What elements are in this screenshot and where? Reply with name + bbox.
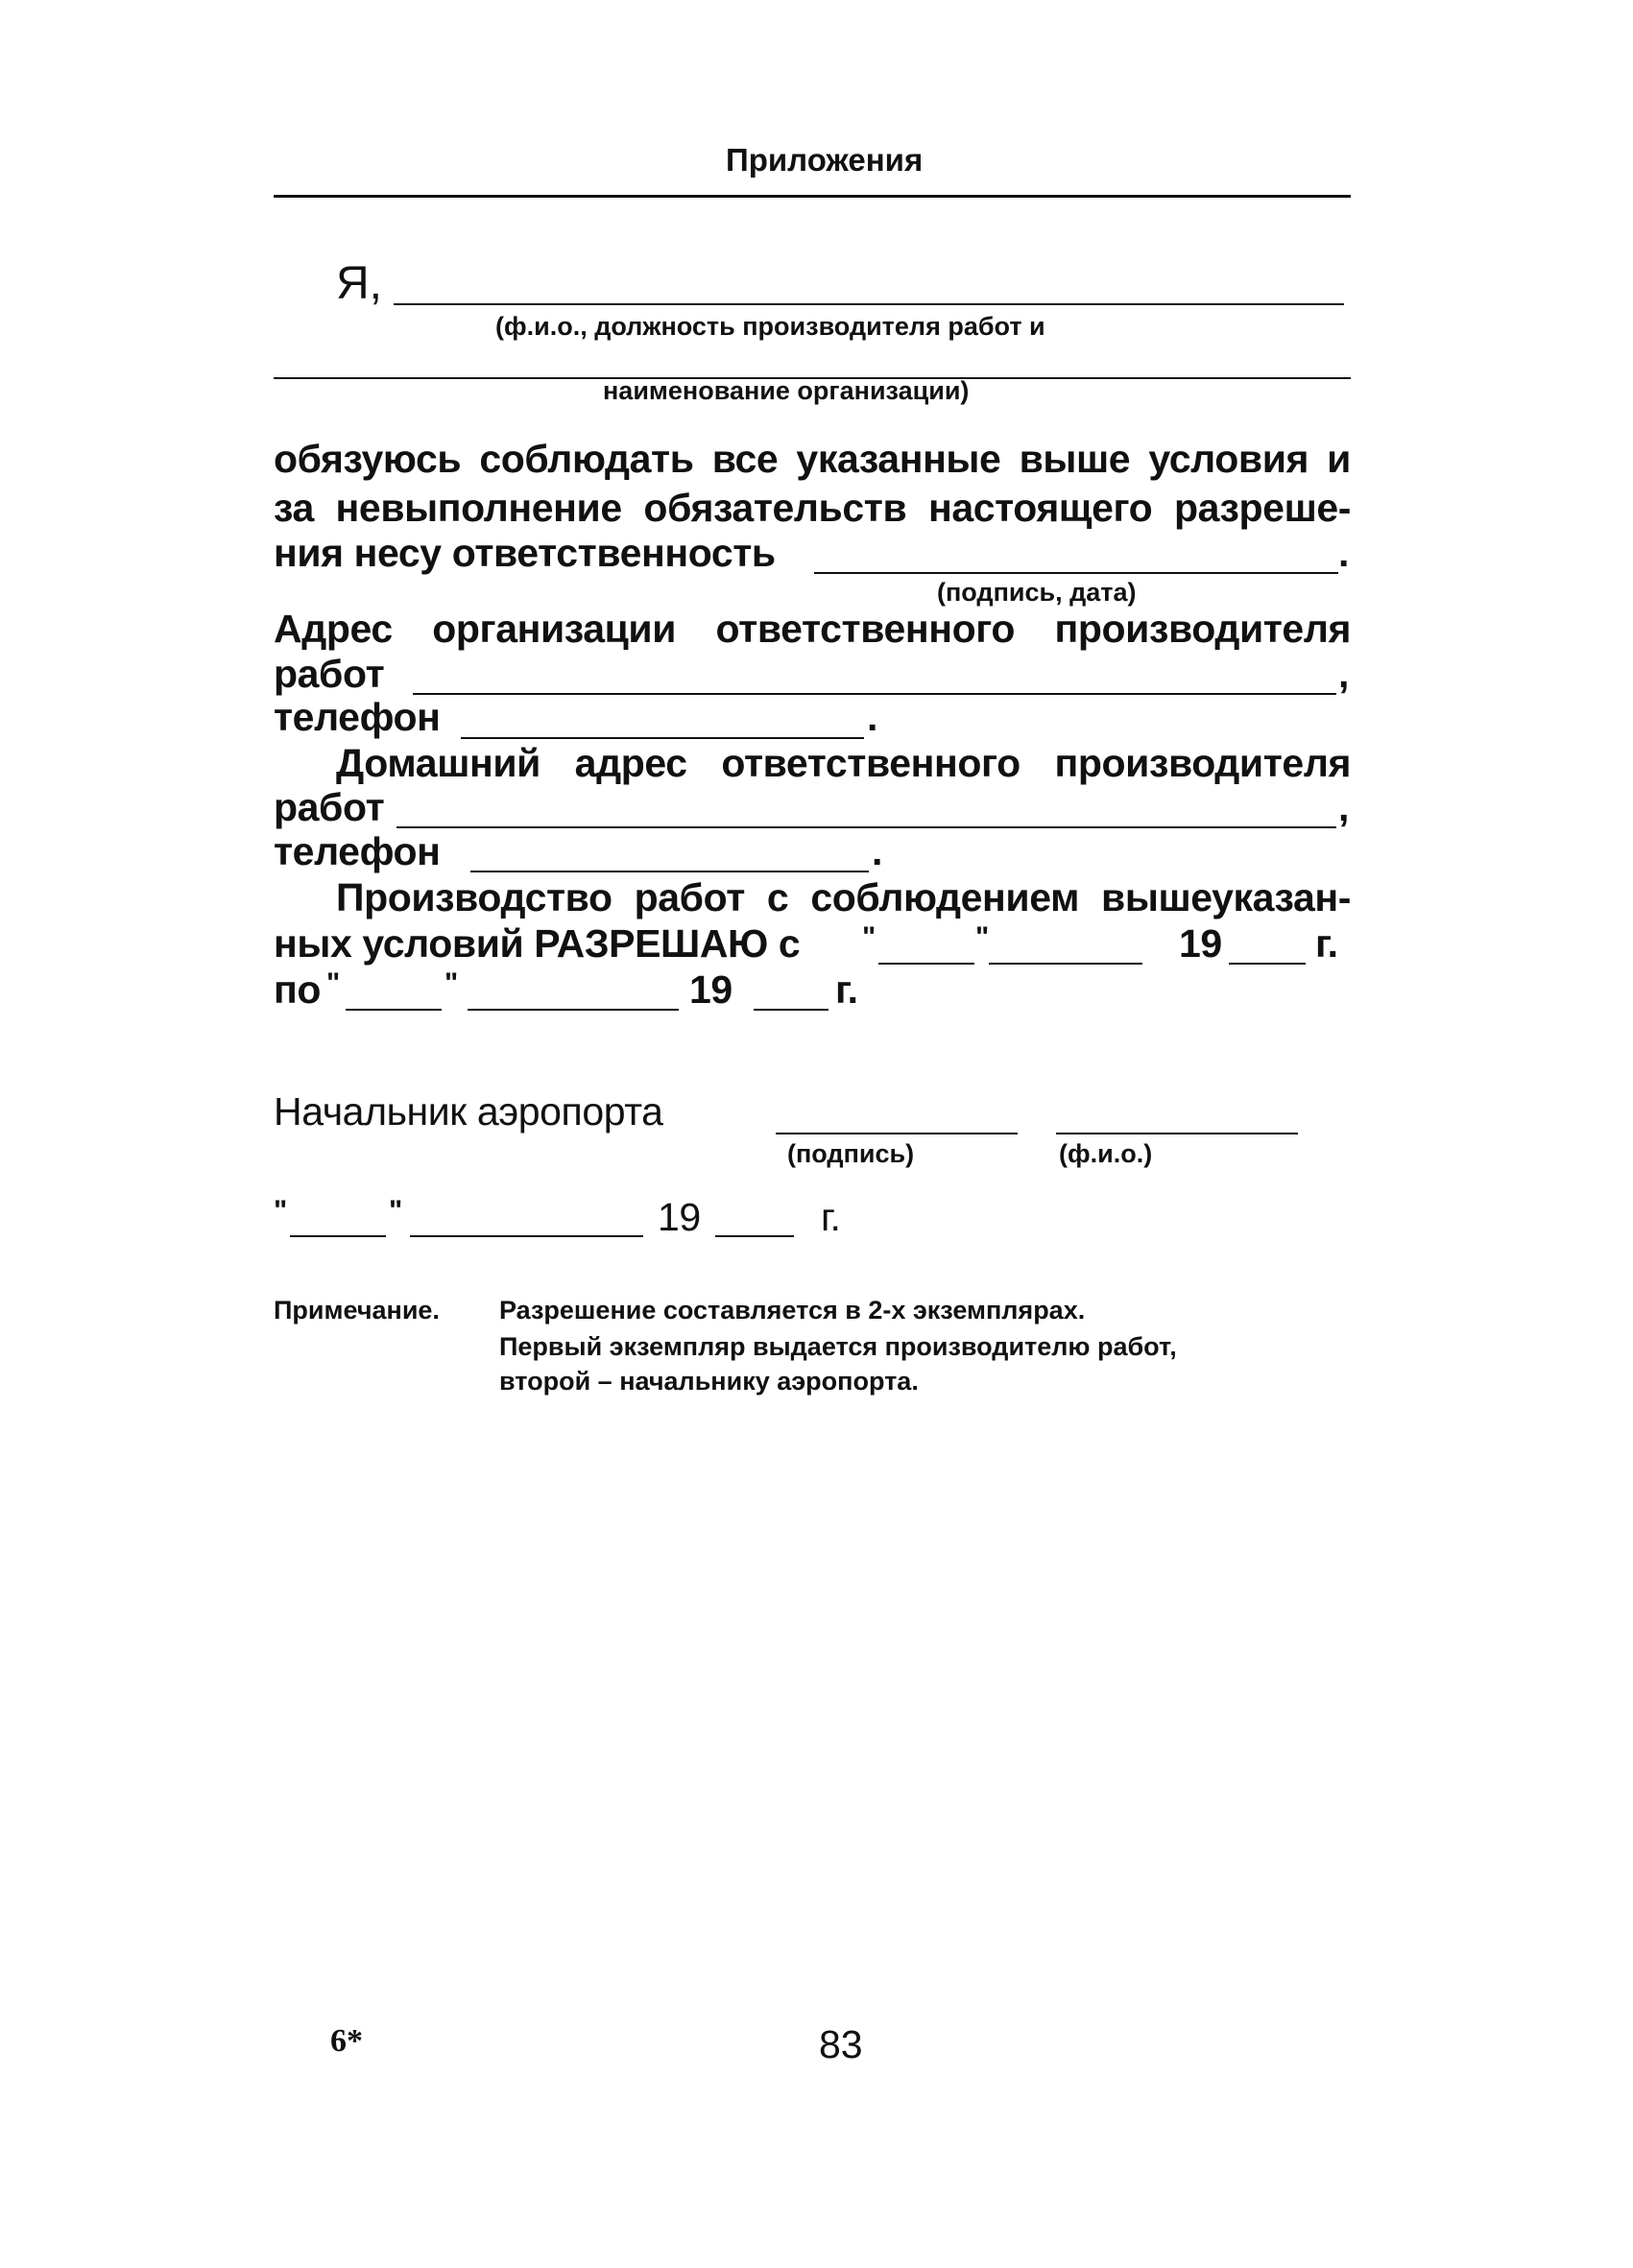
sign-date-year-field[interactable] bbox=[715, 1235, 794, 1237]
organization-field-caption: наименование организации) bbox=[603, 376, 970, 405]
home-address-line-1: Домашний адрес ответственного производителя bbox=[336, 741, 1351, 785]
signature-date-field-line[interactable] bbox=[814, 572, 1338, 574]
obligation-line-2: за невыполнение обязательств настоящего разреше- bbox=[274, 486, 1351, 530]
permit-from-year-g: г. bbox=[1315, 921, 1338, 966]
sign-date-quote-open: " bbox=[274, 1195, 287, 1227]
permit-to-quote-close: " bbox=[444, 967, 458, 999]
sign-date-day-field[interactable] bbox=[290, 1235, 386, 1237]
permit-to-year-field[interactable] bbox=[754, 1009, 829, 1011]
signature-date-caption: (подпись, дата) bbox=[937, 578, 1137, 607]
header-rule bbox=[274, 195, 1351, 198]
org-address-rabot: работ bbox=[274, 652, 385, 696]
home-address-comma: , bbox=[1338, 785, 1349, 829]
note-line-3: второй – начальнику аэропорта. bbox=[499, 1367, 919, 1396]
sign-date-month-field[interactable] bbox=[410, 1235, 643, 1237]
home-address-rabot: работ bbox=[274, 785, 385, 829]
permit-to-month-field[interactable] bbox=[468, 1009, 679, 1011]
sign-date-g: г. bbox=[821, 1195, 841, 1239]
permit-to-year-g: г. bbox=[835, 967, 858, 1012]
org-phone-label: телефон bbox=[274, 695, 441, 739]
ya-label: Я, bbox=[336, 258, 382, 309]
home-phone-dot: . bbox=[872, 829, 882, 873]
note-label: Примечание. bbox=[274, 1296, 440, 1325]
obligation-line-1: обязуюсь соблюдать все указанные выше условия и bbox=[274, 437, 1351, 481]
airport-head-signature-caption: (подпись) bbox=[787, 1139, 915, 1168]
obligation-line-3-end: . bbox=[1338, 531, 1349, 575]
page-number: 83 bbox=[819, 2022, 863, 2066]
airport-head-title: Начальник аэропорта bbox=[274, 1089, 663, 1134]
permit-from-year-field[interactable] bbox=[1229, 963, 1306, 965]
note-line-2: Первый экземпляр выдается производителю работ, bbox=[499, 1332, 1177, 1361]
airport-head-name-field[interactable] bbox=[1056, 1133, 1298, 1134]
sign-date-year-prefix: 19 bbox=[658, 1195, 701, 1239]
permit-from-quote-open: " bbox=[862, 921, 876, 953]
permit-from-quote-close: " bbox=[975, 921, 989, 953]
permit-from-day-field[interactable] bbox=[878, 963, 974, 965]
name-field-caption: (ф.и.о., должность производителя работ и bbox=[495, 312, 1045, 341]
sign-date-quote-close: " bbox=[389, 1195, 402, 1227]
permit-to-year-prefix: 19 bbox=[689, 967, 732, 1012]
permit-line-2: ных условий РАЗРЕШАЮ с bbox=[274, 921, 801, 966]
obligation-line-3: ния несу ответственность bbox=[274, 531, 776, 575]
permit-from-year-prefix: 19 bbox=[1179, 921, 1222, 966]
permit-to-day-field[interactable] bbox=[346, 1009, 442, 1011]
org-address-comma: , bbox=[1338, 652, 1349, 696]
home-address-field-line[interactable] bbox=[396, 826, 1336, 828]
signature-mark: 6* bbox=[330, 2023, 363, 2059]
permit-to-quote-open: " bbox=[326, 967, 340, 999]
org-phone-field-line[interactable] bbox=[461, 737, 864, 739]
airport-head-name-caption: (ф.и.о.) bbox=[1059, 1139, 1153, 1168]
running-header: Приложения bbox=[726, 142, 924, 178]
home-phone-label: телефон bbox=[274, 829, 441, 873]
airport-head-signature-field[interactable] bbox=[776, 1133, 1018, 1134]
home-phone-field-line[interactable] bbox=[470, 871, 869, 872]
org-address-line-1: Адрес организации ответственного производителя bbox=[274, 607, 1351, 651]
note-line-1: Разрешение составляется в 2-х экземплярах. bbox=[499, 1296, 1086, 1325]
name-field-line[interactable] bbox=[394, 303, 1344, 305]
permit-from-month-field[interactable] bbox=[989, 963, 1142, 965]
permit-to-po: по bbox=[274, 967, 322, 1012]
permit-line-1: Производство работ с соблюдением вышеуказан- bbox=[336, 875, 1351, 919]
org-phone-dot: . bbox=[867, 695, 877, 739]
